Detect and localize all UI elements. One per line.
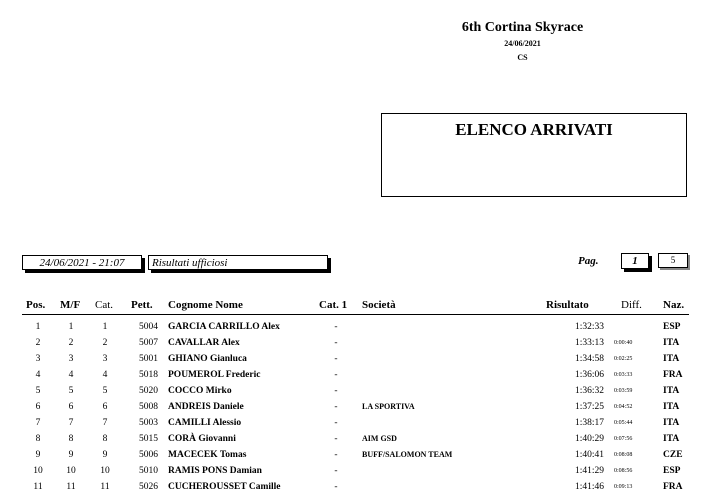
cell-cat1: - xyxy=(334,466,338,476)
cell-athlete-name: CAVALLAR Alex xyxy=(168,338,240,348)
table-row xyxy=(0,321,724,337)
cell-pos: 7 xyxy=(35,418,41,428)
results-status: Risultati ufficiosi xyxy=(148,255,328,270)
table-row xyxy=(0,401,724,417)
cell-mf: 5 xyxy=(68,386,74,396)
report-title: ELENCO ARRIVATI xyxy=(455,120,613,139)
cell-pos: 9 xyxy=(35,450,41,460)
cell-mf: 8 xyxy=(68,434,74,444)
cell-mf: 4 xyxy=(68,370,74,380)
cell-bib: 5020 xyxy=(139,386,158,396)
cell-nationality: ITA xyxy=(663,418,680,428)
cell-pos: 1 xyxy=(35,322,41,332)
cell-nationality: ESP xyxy=(663,466,681,476)
cell-result: 1:40:41 xyxy=(574,450,604,460)
cell-mf: 3 xyxy=(68,354,74,364)
cell-cat: 3 xyxy=(102,354,108,364)
cell-athlete-name: CORÀ Giovanni xyxy=(168,434,236,444)
cell-mf: 7 xyxy=(68,418,74,428)
cell-result: 1:33:13 xyxy=(574,338,604,348)
cell-cat: 9 xyxy=(102,450,108,460)
cell-cat1: - xyxy=(334,482,338,492)
cell-athlete-name: ANDREIS Daniele xyxy=(168,402,244,412)
cell-athlete-name: POUMEROL Frederic xyxy=(168,370,261,380)
cell-cat: 11 xyxy=(100,482,110,492)
cell-cat: 2 xyxy=(102,338,108,348)
cell-result: 1:41:46 xyxy=(574,482,604,492)
cell-mf: 1 xyxy=(68,322,74,332)
cell-nationality: FRA xyxy=(663,370,683,380)
cell-club: AIM GSD xyxy=(362,434,397,443)
header-result: Risultato xyxy=(546,299,589,311)
cell-nationality: ITA xyxy=(663,386,680,396)
header-divider xyxy=(22,314,689,315)
cell-bib: 5018 xyxy=(139,370,158,380)
cell-pos: 10 xyxy=(33,466,43,476)
cell-diff: 0:04:52 xyxy=(614,404,633,410)
cell-athlete-name: CAMILLI Alessio xyxy=(168,418,242,428)
cell-bib: 5010 xyxy=(139,466,158,476)
event-date: 24/06/2021 xyxy=(504,39,541,48)
table-row xyxy=(0,353,724,369)
header-club: Società xyxy=(362,299,396,311)
cell-result: 1:37:25 xyxy=(574,402,604,412)
cell-diff: 0:08:08 xyxy=(614,452,633,458)
cell-diff: 0:03:59 xyxy=(614,388,633,394)
cell-diff: 0:05:44 xyxy=(614,420,633,426)
cell-bib: 5026 xyxy=(139,482,158,492)
cell-cat1: - xyxy=(334,450,338,460)
cell-nationality: CZE xyxy=(663,450,683,460)
cell-athlete-name: GHIANO Gianluca xyxy=(168,354,247,364)
cell-cat1: - xyxy=(334,370,338,380)
cell-nationality: ESP xyxy=(663,322,681,332)
table-row xyxy=(0,465,724,481)
header-pos: Pos. xyxy=(26,299,46,311)
cell-athlete-name: COCCO Mirko xyxy=(168,386,232,396)
table-row xyxy=(0,449,724,465)
report-datetime: 24/06/2021 - 21:07 xyxy=(22,255,142,270)
cell-mf: 10 xyxy=(66,466,76,476)
cell-pos: 6 xyxy=(35,402,41,412)
cell-cat: 6 xyxy=(102,402,108,412)
event-code: CS xyxy=(517,53,528,62)
cell-bib: 5006 xyxy=(139,450,158,460)
cell-diff: 0:00:40 xyxy=(614,340,633,346)
cell-cat: 10 xyxy=(100,466,110,476)
cell-result: 1:41:29 xyxy=(574,466,604,476)
cell-pos: 8 xyxy=(35,434,41,444)
table-row xyxy=(0,385,724,401)
cell-cat1: - xyxy=(334,402,338,412)
cell-cat1: - xyxy=(334,322,338,332)
cell-result: 1:36:06 xyxy=(574,370,604,380)
header-cat: Cat. xyxy=(95,299,114,311)
cell-club: BUFF/SALOMON TEAM xyxy=(362,450,453,459)
cell-athlete-name: RAMIS PONS Damian xyxy=(168,466,262,476)
cell-cat: 1 xyxy=(102,322,108,332)
cell-mf: 6 xyxy=(68,402,74,412)
cell-cat: 5 xyxy=(102,386,108,396)
cell-club: LA SPORTIVA xyxy=(362,402,415,411)
table-row xyxy=(0,369,724,385)
cell-result: 1:32:33 xyxy=(574,322,604,332)
cell-diff: 0:07:56 xyxy=(614,436,633,442)
total-pages: 5 xyxy=(658,253,688,268)
report-title-box xyxy=(381,113,687,197)
cell-diff: 0:09:13 xyxy=(614,484,633,490)
cell-bib: 5008 xyxy=(139,402,158,412)
cell-pos: 5 xyxy=(35,386,41,396)
cell-nationality: ITA xyxy=(663,402,680,412)
cell-result: 1:40:29 xyxy=(574,434,604,444)
cell-athlete-name: MACECEK Tomas xyxy=(168,450,247,460)
table-row xyxy=(0,433,724,449)
cell-bib: 5015 xyxy=(139,434,158,444)
cell-cat: 4 xyxy=(102,370,108,380)
cell-diff: 0:03:33 xyxy=(614,372,633,378)
cell-cat1: - xyxy=(334,418,338,428)
cell-bib: 5007 xyxy=(139,338,158,348)
cell-diff: 0:02:25 xyxy=(614,356,633,362)
cell-pos: 3 xyxy=(35,354,41,364)
cell-pos: 11 xyxy=(33,482,43,492)
cell-result: 1:34:58 xyxy=(574,354,604,364)
cell-cat1: - xyxy=(334,386,338,396)
cell-result: 1:38:17 xyxy=(574,418,604,428)
cell-diff: 0:08:56 xyxy=(614,468,633,474)
page-label: Pag. xyxy=(578,255,599,267)
cell-athlete-name: CUCHEROUSSET Camille xyxy=(168,482,281,492)
table-row xyxy=(0,481,724,497)
cell-nationality: FRA xyxy=(663,482,683,492)
cell-nationality: ITA xyxy=(663,434,680,444)
table-row xyxy=(0,337,724,353)
cell-mf: 11 xyxy=(66,482,76,492)
cell-mf: 2 xyxy=(68,338,74,348)
cell-cat: 8 xyxy=(102,434,108,444)
header-pett: Pett. xyxy=(131,299,153,311)
cell-pos: 4 xyxy=(35,370,41,380)
cell-cat1: - xyxy=(334,354,338,364)
cell-bib: 5004 xyxy=(139,322,158,332)
header-cat1: Cat. 1 xyxy=(319,299,348,311)
header-name: Cognome Nome xyxy=(168,299,243,311)
current-page: 1 xyxy=(621,253,649,269)
cell-athlete-name: GARCIA CARRILLO Alex xyxy=(168,322,280,332)
cell-pos: 2 xyxy=(35,338,41,348)
header-diff: Diff. xyxy=(621,299,642,311)
cell-cat1: - xyxy=(334,434,338,444)
cell-nationality: ITA xyxy=(663,354,680,364)
table-row xyxy=(0,417,724,433)
event-title: 6th Cortina Skyrace xyxy=(461,20,584,35)
cell-cat: 7 xyxy=(102,418,108,428)
cell-mf: 9 xyxy=(68,450,74,460)
cell-nationality: ITA xyxy=(663,338,680,348)
cell-result: 1:36:32 xyxy=(574,386,604,396)
cell-bib: 5001 xyxy=(139,354,158,364)
cell-cat1: - xyxy=(334,338,338,348)
header-nat: Naz. xyxy=(663,299,685,311)
header-mf: M/F xyxy=(60,299,81,311)
cell-bib: 5003 xyxy=(139,418,158,428)
